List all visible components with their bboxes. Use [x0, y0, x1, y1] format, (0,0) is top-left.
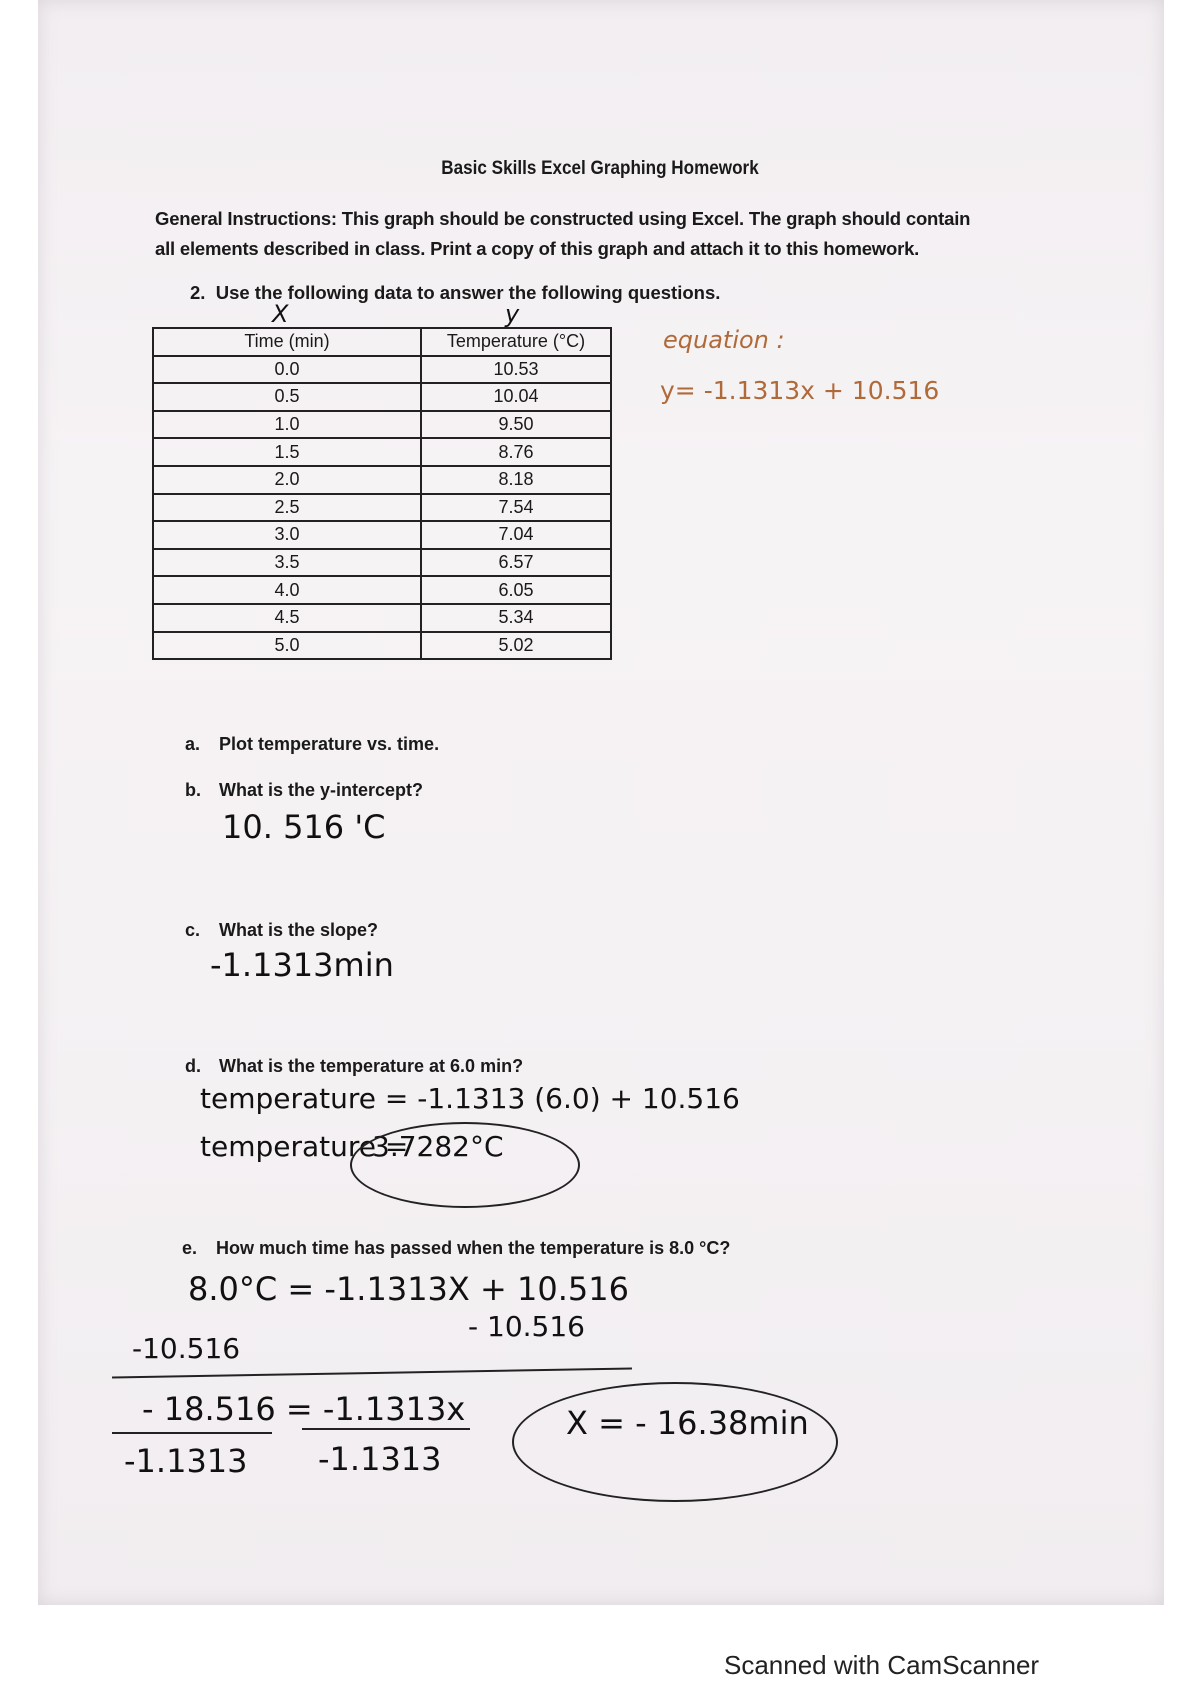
time-cell: 3.0 [153, 521, 421, 549]
question-d [185, 1056, 523, 1077]
temperature-cell: 5.02 [421, 632, 611, 660]
fraction-bar-left [112, 1432, 272, 1434]
data-table [152, 327, 612, 660]
temperature-cell: 8.18 [421, 466, 611, 494]
temperature-cell: 10.53 [421, 356, 611, 384]
question-b-text: What is the y-intercept? [219, 780, 424, 800]
question-a [185, 734, 439, 755]
question-d-text: What is the temperature at 6.0 min? [219, 1056, 524, 1076]
table-row [153, 383, 611, 411]
time-cell: 0.0 [153, 356, 421, 384]
time-cell: 3.5 [153, 549, 421, 577]
temperature-cell: 10.04 [421, 383, 611, 411]
temperature-cell: 7.54 [421, 494, 611, 522]
general-instructions: General Instructions: This graph should be constructed using Excel. The graph should contain all elements described in class. Print a copy of this graph and attach it to this homework. [155, 208, 971, 259]
time-cell: 2.0 [153, 466, 421, 494]
question-d-letter: d. [185, 1056, 201, 1076]
table-row [153, 632, 611, 660]
answer-e-divisor-right: -1.1313 [318, 1440, 442, 1478]
question-a-letter: a. [185, 734, 201, 754]
question-c-text: What is the slope? [219, 920, 379, 940]
answer-e-line1: 8.0°C = -1.1313X + 10.516 [188, 1270, 629, 1308]
question-e-letter: e. [182, 1238, 198, 1258]
answer-e-subtract-left: -10.516 [132, 1332, 241, 1365]
time-cell: 1.5 [153, 438, 421, 466]
question-b-letter: b. [185, 780, 201, 800]
header-temperature: Temperature (°C) [421, 328, 611, 356]
table-row [153, 521, 611, 549]
answer-e-subtract-right: - 10.516 [468, 1310, 585, 1343]
handwritten-y-mark: y [505, 300, 520, 328]
question-e [182, 1238, 730, 1259]
table-row [153, 466, 611, 494]
equation-value: y= -1.1313x + 10.516 [660, 376, 940, 405]
time-cell: 1.0 [153, 411, 421, 439]
time-cell: 4.0 [153, 576, 421, 604]
question-b [185, 780, 423, 801]
handwritten-x-mark: X [272, 300, 289, 328]
time-cell: 0.5 [153, 383, 421, 411]
equation-label: equation : [663, 326, 785, 354]
answer-d-circle [350, 1122, 580, 1208]
answer-e-line3: - 18.516 = -1.1313x [142, 1390, 466, 1428]
scanner-watermark: Scanned with CamScanner [724, 1650, 1040, 1680]
answer-d-work: temperature = -1.1313 (6.0) + 10.516 [200, 1082, 740, 1115]
table-row [153, 356, 611, 384]
temperature-cell: 5.34 [421, 604, 611, 632]
answer-e-divisor-left: -1.1313 [124, 1442, 248, 1480]
table-row [153, 438, 611, 466]
question-a-text: Plot temperature vs. time. [219, 734, 440, 754]
fraction-bar-right [302, 1428, 470, 1430]
question-c [185, 920, 378, 941]
answer-d-label: temperature = [200, 1130, 409, 1163]
table-row [153, 549, 611, 577]
temperature-cell: 7.04 [421, 521, 611, 549]
time-cell: 2.5 [153, 494, 421, 522]
temperature-cell: 6.57 [421, 549, 611, 577]
answer-b: 10. 516 'C [222, 808, 386, 846]
answer-c: -1.1313min [210, 946, 394, 984]
table-row [153, 494, 611, 522]
page-title: Basic Skills Excel Graphing Homework [441, 158, 759, 179]
question-c-letter: c. [185, 920, 201, 940]
header-time: Time (min) [153, 328, 421, 356]
table-row [153, 576, 611, 604]
table-row [153, 411, 611, 439]
table-row [153, 604, 611, 632]
table-header-row [153, 328, 611, 356]
question-e-text: How much time has passed when the temperature is 8.0 °C? [216, 1238, 731, 1258]
temperature-cell: 8.76 [421, 438, 611, 466]
answer-d-value: 3.7282°C [372, 1130, 504, 1163]
answer-e-final: X = - 16.38min [566, 1404, 809, 1442]
temperature-cell: 6.05 [421, 576, 611, 604]
time-cell: 5.0 [153, 632, 421, 660]
time-cell: 4.5 [153, 604, 421, 632]
answer-e-circle [512, 1382, 838, 1502]
temperature-cell: 9.50 [421, 411, 611, 439]
question-2-header: 2. Use the following data to answer the following questions. [190, 282, 721, 303]
